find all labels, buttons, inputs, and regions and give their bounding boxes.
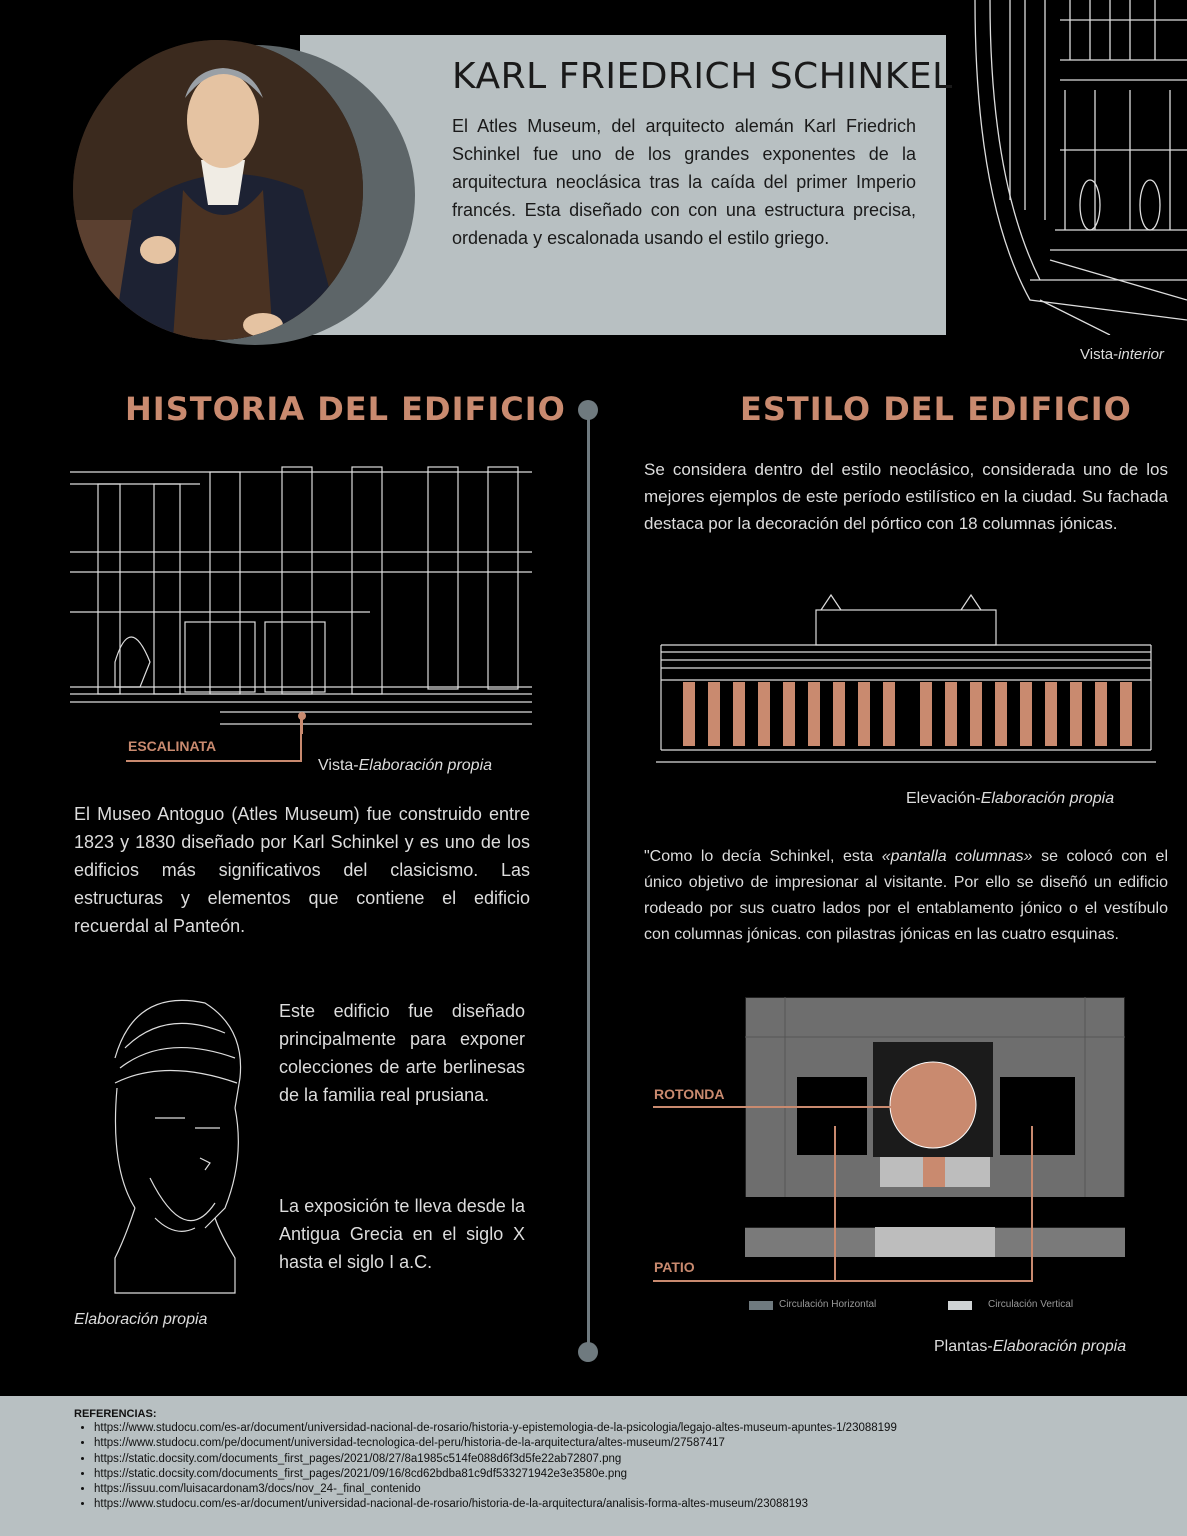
- elevation-caption: Elevación-Elaboración propia: [906, 790, 1115, 807]
- design-text: Este edificio fue diseñado principalmente para exponer colecciones de arte berlinesas de la familia real prusiana.: [279, 1001, 525, 1105]
- references-title: REFERENCIAS:: [74, 1408, 157, 1420]
- reference-link[interactable]: • https://www.studocu.com/pe/document/universidad-tecnologica-del-peru/historia-de-la-arquitectura/altes-museum/27587417: [94, 1436, 897, 1451]
- divider-dot-top: [578, 400, 598, 420]
- vista-caption: Vista-Elaboración propia: [318, 757, 493, 774]
- legend-horizontal: Circulación Horizontal: [779, 1299, 877, 1310]
- page-title: KARL FRIEDRICH SCHINKEL: [452, 56, 953, 97]
- legend-swatch-horizontal: [749, 1301, 773, 1310]
- escalinata-line-vertical: [300, 716, 302, 762]
- history-text: El Museo Antoguo (Atles Museum) fue construido entre 1823 y 1830 diseñado por Karl Schinkel y es uno de los edificios más significativos del clasicismo. Las estructuras y elementos que contiene el edificio recuerdal al Panteón.: [74, 804, 530, 936]
- reference-link[interactable]: • https://www.studocu.com/es-ar/document/universidad-nacional-de-rosario/historia-de-la-arquitectura/analisis-forma-altes-museum/23088193: [94, 1497, 897, 1512]
- reference-link[interactable]: • https://www.studocu.com/es-ar/document/universidad-nacional-de-rosario/historia-y-epistemologia-de-la-psicologia/legajo-altes-museum-apuntes-1/23088199: [94, 1421, 897, 1436]
- floor-plan-image: [745, 997, 1125, 1257]
- elevation-drawing-image: [656, 590, 1156, 770]
- quote-text: "Como lo decía Schinkel, esta «pantalla columnas» se colocó con el único objetivo de impresionar al visitante. Por ello se diseñó un edificio rodeado por sus cuatro lados por el entablamento jónico o el vestíbulo con columnas jónicas. con pilastras jónicas en las cuatro esquinas.: [644, 848, 1169, 943]
- interior-caption: Vista-interior: [1080, 346, 1164, 363]
- legend-swatch-vertical: [948, 1301, 972, 1310]
- reference-link[interactable]: • https://issuu.com/luisacardonam3/docs/nov_24-_final_contenido: [94, 1482, 897, 1497]
- rotonda-line: [653, 1106, 913, 1108]
- bust-caption: Elaboración propia: [74, 1311, 208, 1328]
- plant-caption: Plantas-Elaboración propia: [934, 1338, 1127, 1355]
- section-title-style: ESTILO DEL EDIFICIO: [740, 390, 1132, 428]
- portrait-image: [73, 40, 363, 340]
- exposition-text: La exposición te lleva desde la Antigua Grecia en el siglo X hasta el siglo I a.C.: [279, 1196, 525, 1272]
- patio-line: [653, 1280, 1033, 1282]
- intro-text: El Atles Museum, del arquitecto alemán Karl Friedrich Schinkel fue uno de los grandes exponentes de la arquitectura neoclásica tras la caída del primer Imperio francés. Esta diseñado con con una estructura precisa, ordenada y escalonada usando el estilo griego.: [452, 116, 916, 248]
- section-title-history: HISTORIA DEL EDIFICIO: [125, 390, 566, 428]
- reference-link[interactable]: • https://static.docsity.com/documents_first_pages/2021/09/16/8cd62bdba81c9df533271942e3e3580e.png: [94, 1467, 897, 1482]
- colonnade-sketch-image: [70, 462, 532, 734]
- reference-link[interactable]: • https://static.docsity.com/documents_first_pages/2021/08/27/8a1985c514fe088d6f3d5fe22ab72807.png: [94, 1452, 897, 1467]
- rotonda-label: ROTONDA: [654, 1086, 725, 1102]
- legend-vertical: Circulación Vertical: [988, 1299, 1074, 1310]
- patio-line-right: [1031, 1126, 1033, 1282]
- divider-dot-bottom: [578, 1342, 598, 1362]
- escalinata-line: [126, 760, 302, 762]
- references-list: [74, 1421, 897, 1513]
- escalinata-label: ESCALINATA: [128, 738, 217, 754]
- center-divider: [587, 410, 590, 1350]
- patio-line-left: [834, 1126, 836, 1282]
- bust-sketch-image: [95, 988, 255, 1298]
- style-text: Se considera dentro del estilo neoclásico, considerada uno de los mejores ejemplos de este período estilístico en la ciudad. Su fachada destaca por la decoración del pórtico con 18 columnas jónicas.: [644, 460, 1168, 533]
- interior-sketch-image: [970, 0, 1187, 335]
- patio-label: PATIO: [654, 1259, 695, 1275]
